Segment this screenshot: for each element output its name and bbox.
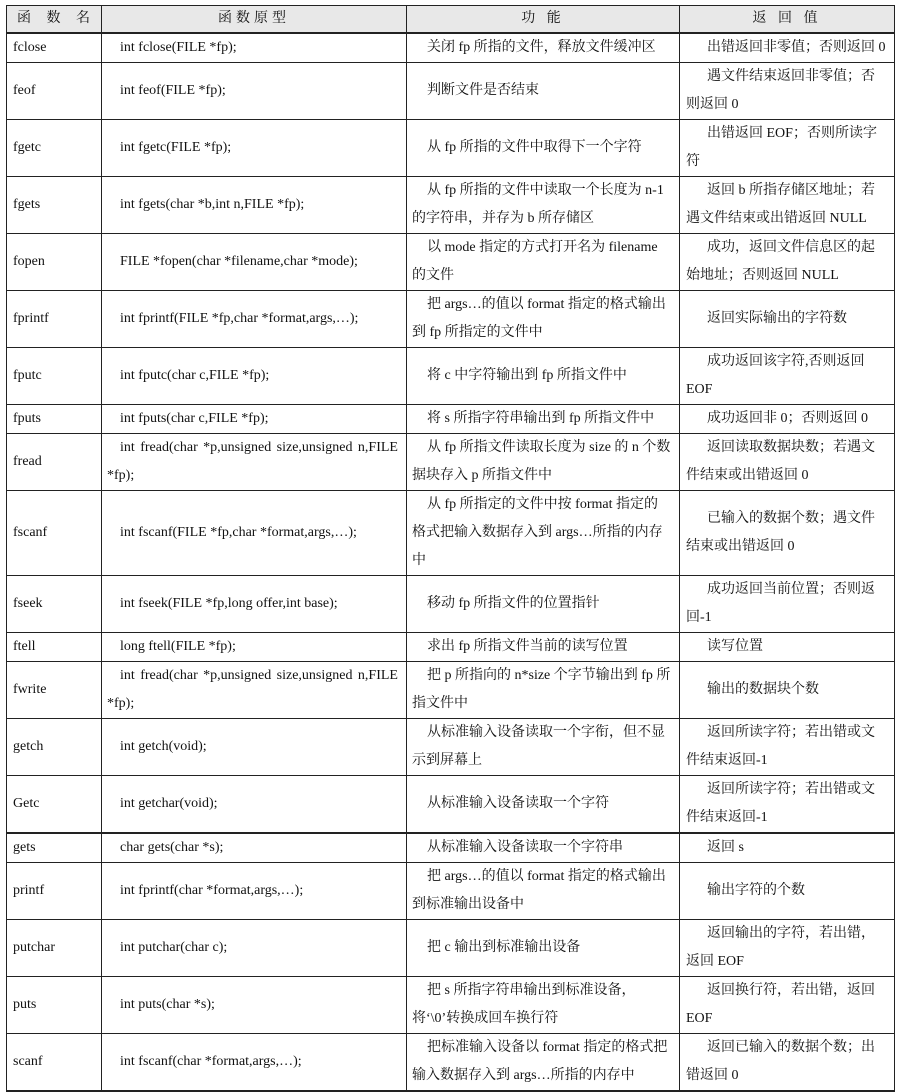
table-row: [7, 120, 895, 177]
function-cell: 从 fp 所指文件读取长度为 size 的 n 个数据块存入 p 所指文件中: [407, 434, 680, 491]
table-row: [7, 291, 895, 348]
return-value-cell: 读写位置: [680, 633, 895, 662]
header-row: [7, 6, 895, 34]
table-row: [7, 234, 895, 291]
table-row: [7, 977, 895, 1034]
return-value-cell: 返回 s: [680, 833, 895, 863]
function-name-cell: gets: [7, 833, 102, 863]
function-cell: 从 fp 所指的文件中读取一个长度为 n-1 的字符串，并存为 b 所存储区: [407, 177, 680, 234]
table-row: [7, 177, 895, 234]
header-function-name: 函 数 名: [7, 6, 102, 34]
function-cell: 求出 fp 所指文件当前的读写位置: [407, 633, 680, 662]
prototype-cell: int fgetc(FILE *fp);: [102, 120, 407, 177]
function-name-cell: fread: [7, 434, 102, 491]
function-cell: 将 c 中字符输出到 fp 所指文件中: [407, 348, 680, 405]
return-value-cell: 返回所读字符；若出错或文件结束返回-1: [680, 719, 895, 776]
prototype-cell: int fgets(char *b,int n,FILE *fp);: [102, 177, 407, 234]
function-cell: 从标准输入设备读取一个字符串: [407, 833, 680, 863]
function-cell: 从 fp 所指定的文件中按 format 指定的格式把输入数据存入到 args…所指的内存中: [407, 491, 680, 576]
function-name-cell: scanf: [7, 1034, 102, 1092]
return-value-cell: 返回输出的字符，若出错，返回 EOF: [680, 920, 895, 977]
function-name-cell: fputs: [7, 405, 102, 434]
prototype-cell: int getchar(void);: [102, 776, 407, 834]
function-name-cell: fscanf: [7, 491, 102, 576]
prototype-cell: int fread(char *p,unsigned size,unsigned n,FILE *fp);: [102, 662, 407, 719]
function-name-cell: ftell: [7, 633, 102, 662]
header-return-value: 返 回 值: [680, 6, 895, 34]
function-table: [6, 5, 895, 1092]
function-cell: 把 args…的值以 format 指定的格式输出到 fp 所指定的文件中: [407, 291, 680, 348]
table-row: [7, 576, 895, 633]
table-row: [7, 348, 895, 405]
function-name-cell: fopen: [7, 234, 102, 291]
header-prototype: 函数原型: [102, 6, 407, 34]
function-name-cell: printf: [7, 863, 102, 920]
function-cell: 以 mode 指定的方式打开名为 filename 的文件: [407, 234, 680, 291]
function-cell: 从 fp 所指的文件中取得下一个字符: [407, 120, 680, 177]
function-name-cell: fseek: [7, 576, 102, 633]
function-name-cell: fclose: [7, 33, 102, 63]
table-row: [7, 405, 895, 434]
prototype-cell: int fputs(char c,FILE *fp);: [102, 405, 407, 434]
prototype-cell: int fscanf(char *format,args,…);: [102, 1034, 407, 1092]
function-name-cell: fputc: [7, 348, 102, 405]
prototype-cell: int fprintf(FILE *fp,char *format,args,…);: [102, 291, 407, 348]
prototype-cell: int fscanf(FILE *fp,char *format,args,…);: [102, 491, 407, 576]
prototype-cell: int fseek(FILE *fp,long offer,int base);: [102, 576, 407, 633]
table-row: [7, 63, 895, 120]
return-value-cell: 出错返回非零值；否则返回 0: [680, 33, 895, 63]
table-row: [7, 833, 895, 863]
prototype-cell: int fread(char *p,unsigned size,unsigned n,FILE *fp);: [102, 434, 407, 491]
function-cell: 移动 fp 所指文件的位置指针: [407, 576, 680, 633]
function-cell: 把 s 所指字符串输出到标准设备，将‘\0’转换成回车换行符: [407, 977, 680, 1034]
function-name-cell: puts: [7, 977, 102, 1034]
function-cell: 判断文件是否结束: [407, 63, 680, 120]
function-name-cell: Getc: [7, 776, 102, 834]
table-row: [7, 920, 895, 977]
function-name-cell: putchar: [7, 920, 102, 977]
function-name-cell: fprintf: [7, 291, 102, 348]
prototype-cell: FILE *fopen(char *filename,char *mode);: [102, 234, 407, 291]
prototype-cell: char gets(char *s);: [102, 833, 407, 863]
return-value-cell: 返回实际输出的字符数: [680, 291, 895, 348]
table-row: [7, 1034, 895, 1092]
function-cell: 把 p 所指向的 n*size 个字节输出到 fp 所指文件中: [407, 662, 680, 719]
return-value-cell: 成功返回非 0；否则返回 0: [680, 405, 895, 434]
function-cell: 从标准输入设备读取一个字符: [407, 776, 680, 834]
return-value-cell: 返回所读字符；若出错或文件结束返回-1: [680, 776, 895, 834]
function-cell: 关闭 fp 所指的文件，释放文件缓冲区: [407, 33, 680, 63]
prototype-cell: int fclose(FILE *fp);: [102, 33, 407, 63]
header-function: 功 能: [407, 6, 680, 34]
return-value-cell: 遇文件结束返回非零值；否则返回 0: [680, 63, 895, 120]
table-row: [7, 491, 895, 576]
return-value-cell: 已输入的数据个数；遇文件结束或出错返回 0: [680, 491, 895, 576]
return-value-cell: 输出字符的个数: [680, 863, 895, 920]
prototype-cell: int getch(void);: [102, 719, 407, 776]
return-value-cell: 成功，返回文件信息区的起始地址；否则返回 NULL: [680, 234, 895, 291]
table-row: [7, 33, 895, 63]
return-value-cell: 返回 b 所指存储区地址；若遇文件结束或出错返回 NULL: [680, 177, 895, 234]
function-cell: 从标准输入设备读取一个字衔，但不显示到屏幕上: [407, 719, 680, 776]
prototype-cell: int feof(FILE *fp);: [102, 63, 407, 120]
table-row: [7, 633, 895, 662]
function-cell: 将 s 所指字符串输出到 fp 所指文件中: [407, 405, 680, 434]
return-value-cell: 输出的数据块个数: [680, 662, 895, 719]
prototype-cell: long ftell(FILE *fp);: [102, 633, 407, 662]
function-name-cell: feof: [7, 63, 102, 120]
function-cell: 把 c 输出到标准输出设备: [407, 920, 680, 977]
return-value-cell: 返回换行符，若出错，返回 EOF: [680, 977, 895, 1034]
function-name-cell: fgets: [7, 177, 102, 234]
return-value-cell: 出错返回 EOF；否则所读字符: [680, 120, 895, 177]
prototype-cell: int putchar(char c);: [102, 920, 407, 977]
prototype-cell: int fputc(char c,FILE *fp);: [102, 348, 407, 405]
prototype-cell: int fprintf(char *format,args,…);: [102, 863, 407, 920]
function-cell: 把 args…的值以 format 指定的格式输出到标准输出设备中: [407, 863, 680, 920]
table-row: [7, 863, 895, 920]
table-row: [7, 662, 895, 719]
return-value-cell: 成功返回该字符,否则返回EOF: [680, 348, 895, 405]
table-row: [7, 719, 895, 776]
table-row: [7, 434, 895, 491]
return-value-cell: 返回读取数据块数；若遇文件结束或出错返回 0: [680, 434, 895, 491]
function-name-cell: getch: [7, 719, 102, 776]
function-cell: 把标准输入设备以 format 指定的格式把输入数据存入到 args…所指的内存中: [407, 1034, 680, 1092]
return-value-cell: 成功返回当前位置；否则返回-1: [680, 576, 895, 633]
return-value-cell: 返回已输入的数据个数；出错返回 0: [680, 1034, 895, 1092]
prototype-cell: int puts(char *s);: [102, 977, 407, 1034]
table-row: [7, 776, 895, 834]
function-name-cell: fwrite: [7, 662, 102, 719]
function-name-cell: fgetc: [7, 120, 102, 177]
